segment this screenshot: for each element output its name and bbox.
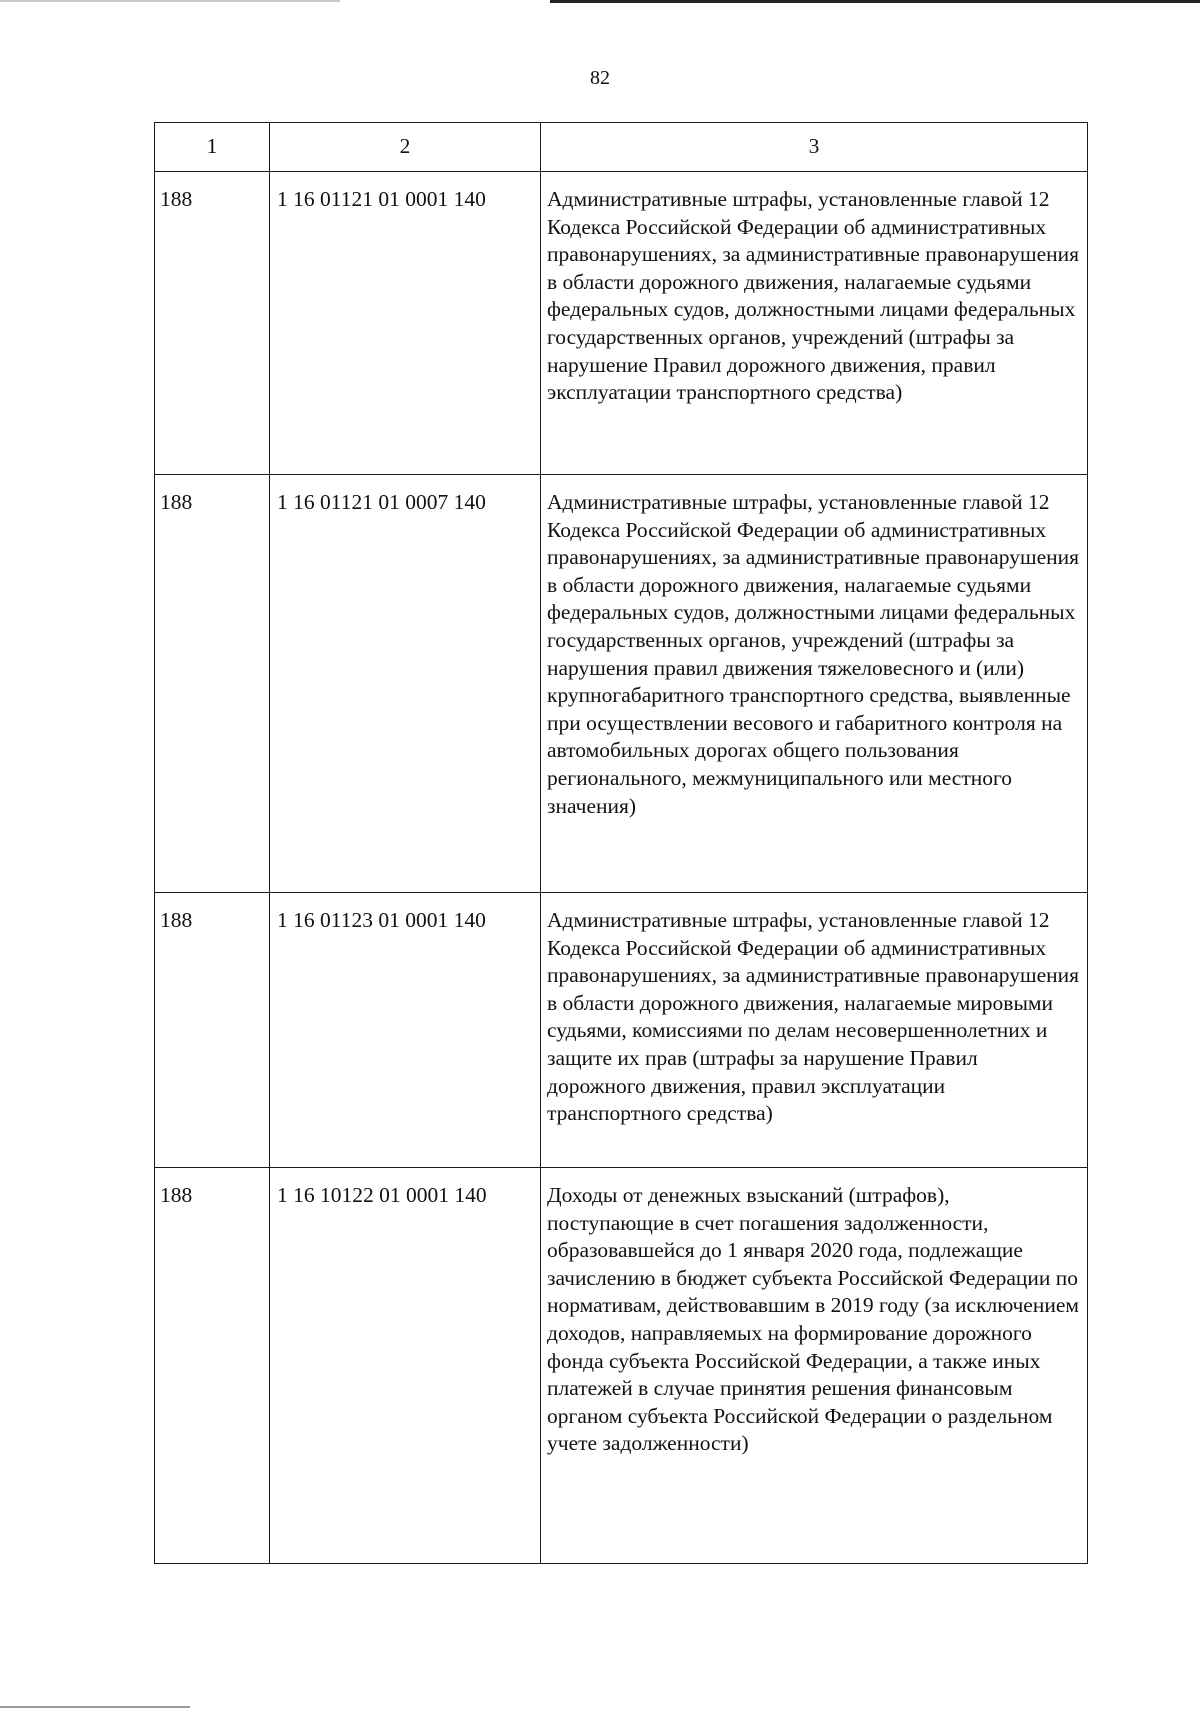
revenue-description-cell: Административные штрафы, установленные главой 12 Кодекса Российской Федерации об административных правонарушениях, за административные правонарушения в области дорожного движения, налагаемые мировыми судьями, комиссиями по делам несовершеннолетних и защите их прав (штрафы за нарушение Правил дорожного движения, правил эксплуатации транспортного средства)	[541, 893, 1088, 1168]
revenue-description-cell: Доходы от денежных взысканий (штрафов), поступающие в счет погашения задолженности, образовавшейся до 1 января 2020 года, подлежащие зачислению в бюджет субъекта Российской Федерации по нормативам, действовавшим в 2019 году (за исключением доходов, направляемых на формирование дорожного фонда субъекта Российской Федерации, а также иных платежей в случае принятия решения финансовым органом субъекта Российской Федерации о раздельном учете задолженности)	[541, 1168, 1088, 1564]
budget-classification-table	[154, 122, 1088, 1564]
scan-edge-line-right	[550, 0, 1200, 3]
administrator-code-cell: 188	[155, 893, 270, 1168]
table-header-row	[155, 123, 1088, 172]
column-header-3: 3	[541, 123, 1088, 172]
table-row	[155, 475, 1088, 893]
scan-edge-line-bottom	[0, 1706, 190, 1708]
administrator-code-cell: 188	[155, 1168, 270, 1564]
page-number: 82	[590, 67, 610, 89]
column-header-1: 1	[155, 123, 270, 172]
revenue-description-cell: Административные штрафы, установленные главой 12 Кодекса Российской Федерации об административных правонарушениях, за административные правонарушения в области дорожного движения, налагаемые судьями федеральных судов, должностными лицами федеральных государственных органов, учреждений (штрафы за нарушения правил движения тяжеловесного и (или) крупногабаритного транспортного средства, выявленные при осуществлении весового и габаритного контроля на автомобильных дорогах общего пользования регионального, межмуниципального или местного значения)	[541, 475, 1088, 893]
table-row	[155, 172, 1088, 475]
column-header-2: 2	[270, 123, 541, 172]
table-row	[155, 893, 1088, 1168]
administrator-code-cell: 188	[155, 172, 270, 475]
budget-code-cell: 1 16 01121 01 0007 140	[270, 475, 541, 893]
scan-edge-line-left	[0, 0, 340, 2]
table-row	[155, 1168, 1088, 1564]
budget-code-cell: 1 16 10122 01 0001 140	[270, 1168, 541, 1564]
budget-code-cell: 1 16 01121 01 0001 140	[270, 172, 541, 475]
administrator-code-cell: 188	[155, 475, 270, 893]
budget-code-cell: 1 16 01123 01 0001 140	[270, 893, 541, 1168]
revenue-description-cell: Административные штрафы, установленные главой 12 Кодекса Российской Федерации об административных правонарушениях, за административные правонарушения в области дорожного движения, налагаемые судьями федеральных судов, должностными лицами федеральных государственных органов, учреждений (штрафы за нарушение Правил дорожного движения, правил эксплуатации транспортного средства)	[541, 172, 1088, 475]
